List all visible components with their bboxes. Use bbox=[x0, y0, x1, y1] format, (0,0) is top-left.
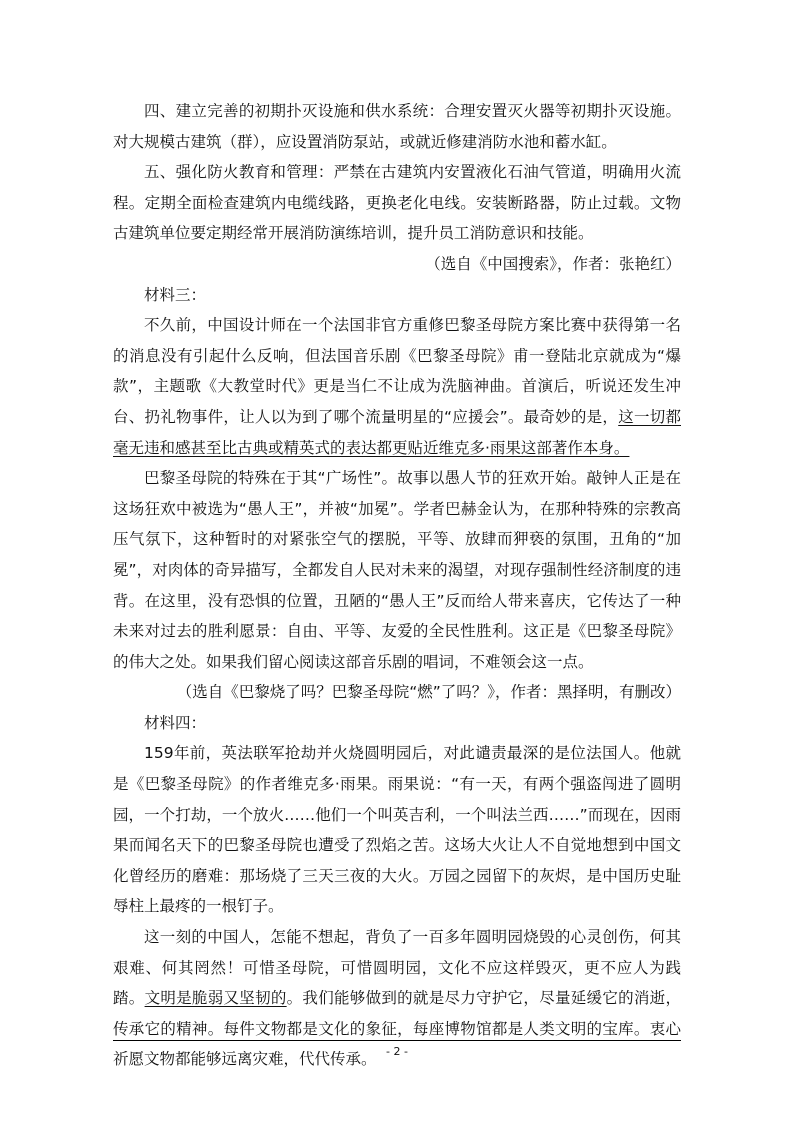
material-4-heading: 材料四： bbox=[144, 713, 207, 732]
paragraph-fire-education: 五、强化防火教育和管理：严禁在古建筑内安置液化石油气管道，明确用火流程。定期全面检查建筑内电缆线路，更换老化电线。安装断路器，防止过载。文物古建筑单位要定期经常开展消防演练培训，提升员工消防意识和技能。 bbox=[113, 163, 681, 243]
underlined-phrase: 文明是脆弱又坚韧的 bbox=[144, 989, 287, 1008]
paragraph-material-3-intro bbox=[113, 310, 681, 463]
paragraph-text: 这一刻的中国人，怎能不想起，背负了一百多年圆明园烧毁的心灵创伤，何其艰难、何其罔然！可惜圣母院，可惜圆明园，文化不应这样毁灭，更不应人为践踏。 bbox=[113, 928, 681, 1008]
paragraph-square-nature: 巴黎圣母院的特殊在于其“广场性”。故事以愚人节的狂欢开始。敲钟人正是在这场狂欢中被选为“愚人王”，并被“加冕”。学者巴赫金认为，在那种特殊的宗教高压气氛下，这种暂时的对紧张空气的摆脱，平等、放肆而狎亵的氛围，丑角的“加冕”，对肉体的奇异描写，全都发自人民对未来的渴望，对现存强制性经济制度的违背。在这里，没有恐惧的位置，丑陋的“愚人王”反而给人带来喜庆，它传达了一种未来对过去的胜利愿景：自由、平等、友爱的全民性胜利。这正是《巴黎圣母院》的伟大之处。如果我们留心阅读这部音乐剧的唱词，不难领会这一点。 bbox=[113, 469, 681, 671]
document-body bbox=[113, 96, 681, 1075]
paragraph-text: 。我们能够做到的就是尽力守护它，尽量延缓它的消逝，传承它的精神。每件文物都是文化的象征，每座博物馆都是人类文明的宝库。衷心祈愿文物都能够远离灾难，代代传承。 bbox=[113, 989, 681, 1069]
paragraph-yuanmingyuan: 159年前，英法联军抢劫并火烧圆明园后，对此谴责最深的是位法国人。他就是《巴黎圣母院》的作者维克多·雨果。雨果说：“有一天，有两个强盗闯进了圆明园，一个打劫，一个放火……他们一个叫英吉利，一个叫法兰西……”而现在，因雨果而闻名天下的巴黎圣母院也遭受了烈焰之苦。这场大火让人不自觉地想到中国文化曾经历的磨难：那场烧了三天三夜的大火。万园之园留下的灰烬，是中国历史耻辱柱上最疼的一根钉子。 bbox=[113, 744, 681, 916]
footer-divider bbox=[113, 1040, 681, 1041]
source-citation-material-2: （选自《中国搜索》，作者：张艳红） bbox=[425, 254, 681, 273]
material-3-heading: 材料三： bbox=[144, 285, 207, 304]
paragraph-text: 不久前，中国设计师在一个法国非官方重修巴黎圣母院方案比赛中获得第一名的消息没有引起什么反响，但法国音乐剧《巴黎圣母院》甫一登陆北京就成为“爆款”，主题歌《大教堂时代》更是当仁不让成为洗脑神曲。首演后，听说还发生冲台、扔礼物事件，让人以为到了哪个流量明星的“应援会”。最奇妙的是， bbox=[113, 316, 681, 426]
paragraph-fire-facilities: 四、建立完善的初期扑灭设施和供水系统：合理安置灭火器等初期扑灭设施。对大规模古建筑（群），应设置消防泵站，或就近修建消防水池和蓄水缸。 bbox=[113, 102, 681, 151]
source-citation-material-3: （选自《巴黎烧了吗？巴黎圣母院“燃”了吗？》，作者：黑择明，有删改） bbox=[176, 683, 681, 702]
underlined-sentence: 这一切都毫无违和感甚至比古典或精英式的表达都更贴近维克多·雨果这部著作本身。 bbox=[113, 407, 681, 457]
page-number: - 2 - bbox=[386, 1045, 408, 1058]
